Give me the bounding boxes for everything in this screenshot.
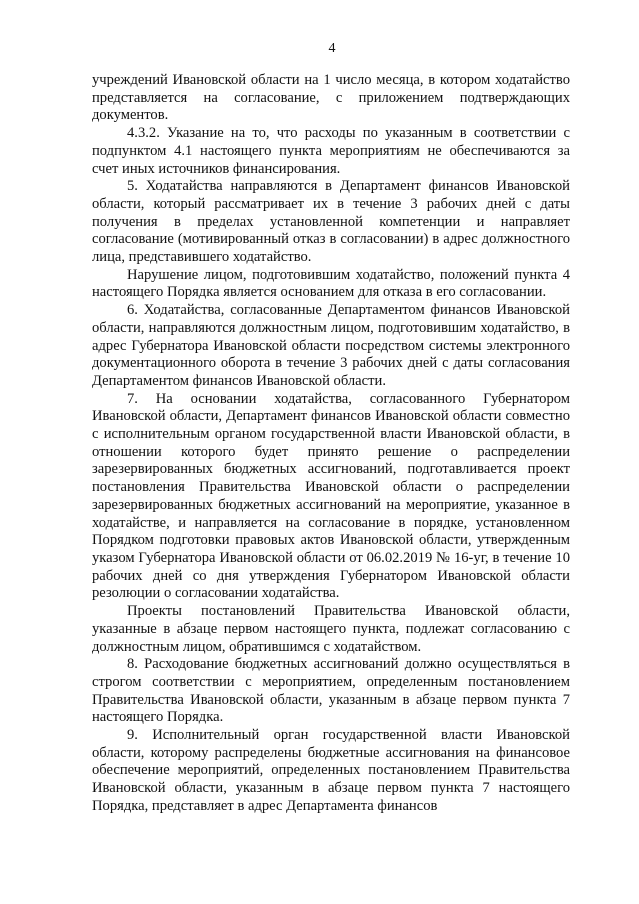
paragraph-7: 7. На основании ходатайства, согласованного Губернатором Ивановской области, Департамент финансов Ивановской области совместно с исполнительным органом государственной власти Ивановской области, в отношении которого будет принято решение о распределении зарезервированных бюджетных ассигнований, подготавливается проект постановления Правительства Ивановской области о распределении зарезервированных бюджетных ассигнований на мероприятие, указанное в ходатайстве, и направляется на согласование в порядке, установленном Порядком подготовки правовых актов Ивановской области, утвержденным указом Губернатора Ивановской области от 06.02.2019 № 16-уг, в течение 10 рабочих дней со дня утверждения Губернатором Ивановской области резолюции о согласовании ходатайства. xyxy=(92,390,570,602)
paragraph-5: 5. Ходатайства направляются в Департамент финансов Ивановской области, который рассматривает их в течение 3 рабочих дней с даты получения в пределах установленной компетенции и направляет согласование (мотивированный отказ в согласовании) в адрес должностного лица, представившего ходатайство. xyxy=(92,178,570,266)
document-body xyxy=(92,72,570,816)
page-number: 4 xyxy=(328,41,336,56)
paragraph-7-drafts: Проекты постановлений Правительства Ивановской области, указанные в абзаце первом настоящего пункта, подлежат согласованию с должностным лицом, обратившимся с ходатайством. xyxy=(92,603,570,655)
paragraph-9: 9. Исполнительный орган государственной власти Ивановской области, которому распределены бюджетные ассигнования на финансовое обеспечение мероприятий, определенных постановлением Правительства Ивановской области, указанным в абзаце первом пункта 7 настоящего Порядка, представляет в адрес Департамента финансов xyxy=(92,727,570,814)
paragraph-4-3-2: 4.3.2. Указание на то, что расходы по указанным в соответствии с подпунктом 4.1 настоящего пункта мероприятиям не обеспечиваются за счет иных источников финансирования. xyxy=(92,125,570,177)
paragraph-6: 6. Ходатайства, согласованные Департаментом финансов Ивановской области, направляются должностным лицом, подготовившим ходатайство, в адрес Губернатора Ивановской области посредством системы электронного документационного оборота в течение 3 рабочих дней с даты согласования Департаментом финансов Ивановской области. xyxy=(92,302,570,389)
paragraph-continuation: учреждений Ивановской области на 1 число месяца, в котором ходатайство представляется на согласование, с приложением подтверждающих документов. xyxy=(92,72,570,124)
paragraph-8: 8. Расходование бюджетных ассигнований должно осуществляться в строгом соответствии с мероприятием, определенным постановлением Правительства Ивановской области, указанным в абзаце первом пункта 7 настоящего Порядка. xyxy=(92,656,570,726)
paragraph-5-violation: Нарушение лицом, подготовившим ходатайство, положений пункта 4 настоящего Порядка является основанием для отказа в его согласовании. xyxy=(92,266,570,301)
